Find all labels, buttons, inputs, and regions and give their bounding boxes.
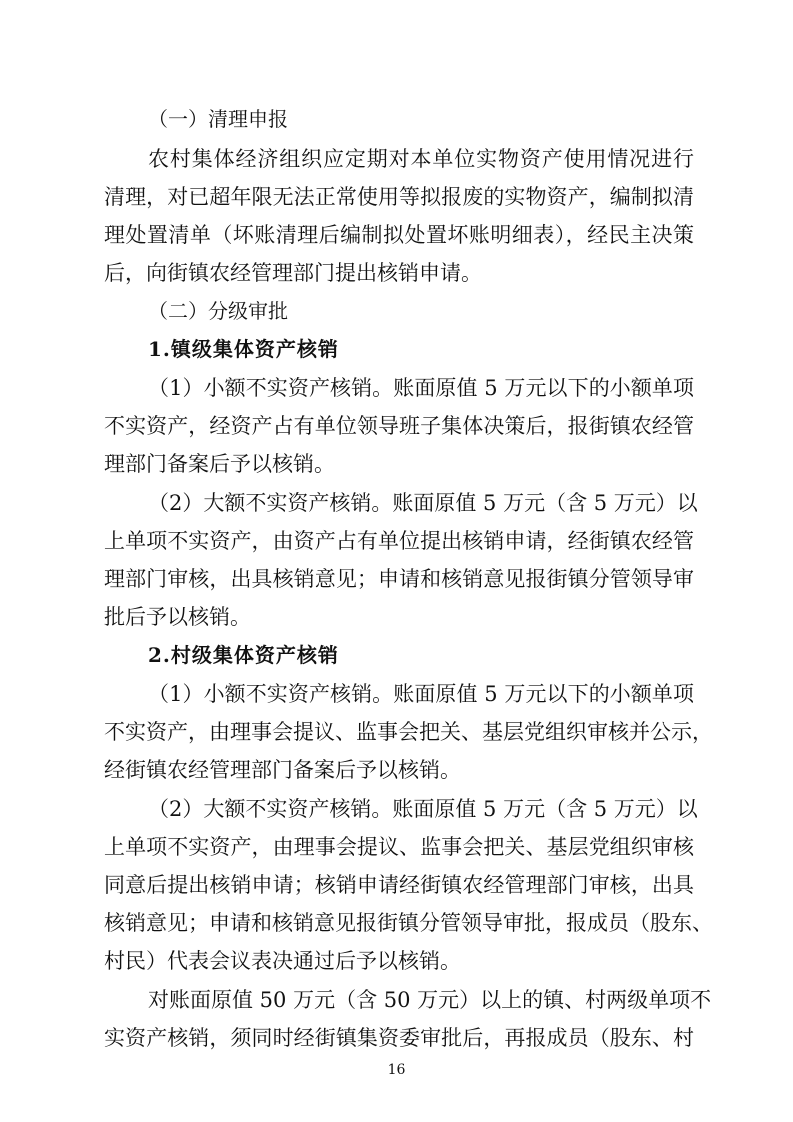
paragraph-line: 清理，对已超年限无法正常使用等拟报废的实物资产，编制拟清	[104, 185, 694, 209]
section-heading-tiered-approval: （二）分级审批	[148, 299, 288, 323]
subheading-town-level: 1.镇级集体资产核销	[148, 337, 339, 361]
paragraph-line: （2）大额不实资产核销。账面原值 5 万元（含 5 万元）以	[148, 797, 698, 821]
page-number: 16	[387, 1062, 406, 1078]
section-heading-cleanup-report: （一）清理申报	[148, 107, 288, 131]
paragraph-line: 后，向街镇农经管理部门提出核销申请。	[104, 261, 482, 285]
paragraph-line: 批后予以核销。	[104, 605, 251, 629]
paragraph-line: 核销意见；申请和核销意见报街镇分管领导审批，报成员（股东、	[104, 911, 713, 935]
paragraph-line: 同意后提出核销申请；核销申请经街镇农经管理部门审核，出具	[104, 873, 694, 897]
paragraph-line: 理部门审核，出具核销意见；申请和核销意见报街镇分管领导审	[104, 567, 694, 591]
paragraph-line: 实资产核销，须同时经街镇集资委审批后，再报成员（股东、村	[104, 1026, 694, 1050]
paragraph-line: 理处置清单（坏账清理后编制拟处置坏账明细表），经民主决策	[104, 223, 694, 247]
paragraph-line: 不实资产，由理事会提议、监事会把关、基层党组织审核并公示，	[104, 720, 713, 744]
paragraph-line: 村民）代表会议表决通过后予以核销。	[104, 949, 461, 973]
paragraph-line: 对账面原值 50 万元（含 50 万元）以上的镇、村两级单项不	[148, 988, 712, 1012]
paragraph-line: 经街镇农经管理部门备案后予以核销。	[104, 758, 461, 782]
paragraph-line: （2）大额不实资产核销。账面原值 5 万元（含 5 万元）以	[148, 491, 698, 515]
paragraph-line: 上单项不实资产，由理事会提议、监事会把关、基层党组织审核	[104, 835, 694, 859]
paragraph-line: （1）小额不实资产核销。账面原值 5 万元以下的小额单项	[148, 682, 694, 706]
paragraph-line: （1）小额不实资产核销。账面原值 5 万元以下的小额单项	[148, 376, 694, 400]
paragraph-line: 不实资产，经资产占有单位领导班子集体决策后，报街镇农经管	[104, 414, 694, 438]
subheading-village-level: 2.村级集体资产核销	[148, 643, 339, 667]
paragraph-line: 上单项不实资产，由资产占有单位提出核销申请，经街镇农经管	[104, 529, 694, 553]
paragraph-line: 理部门备案后予以核销。	[104, 452, 335, 476]
paragraph-line: 农村集体经济组织应定期对本单位实物资产使用情况进行	[148, 147, 694, 171]
